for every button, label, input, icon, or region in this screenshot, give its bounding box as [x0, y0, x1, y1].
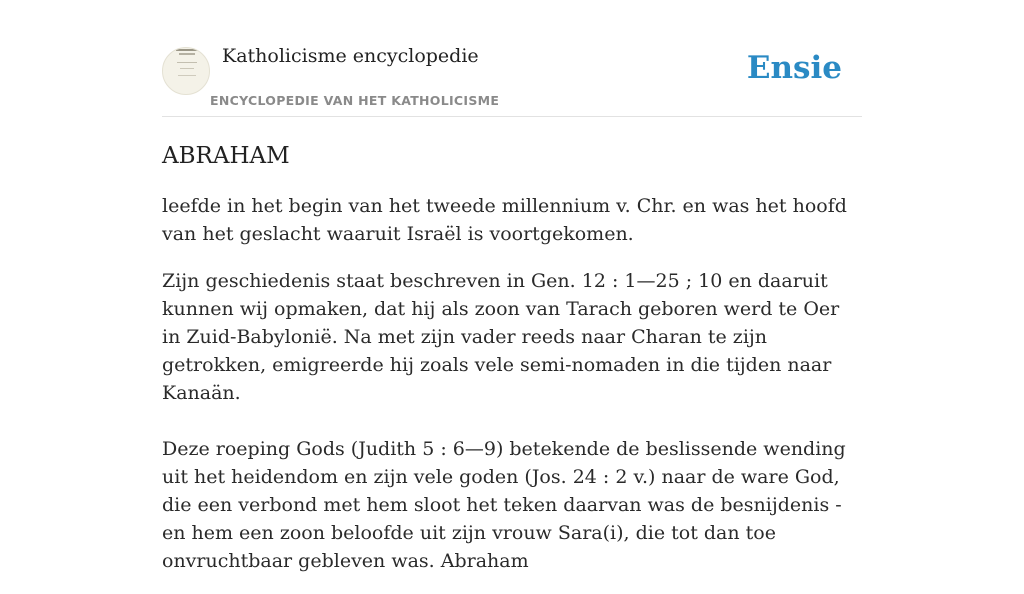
article-paragraph: Zijn geschiedenis staat beschreven in Gen. 12 : 1—25 ; 10 en daaruit kunnen wij opmaken, dat hij als zoon van Tarach geboren werd te Oer in Zuid-Babylonië. Na met zijn vader reeds naar Charan te zijn getrokken, emigreerde hij zoals vele semi-nomaden in die tijden naar Kanaän. — [162, 270, 840, 404]
brand-logo-link[interactable]: Ensie — [746, 50, 842, 86]
site-title[interactable]: Katholicisme encyclopedie — [222, 45, 479, 67]
article-title: ABRAHAM — [162, 143, 290, 169]
site-subtitle: ENCYCLOPEDIE VAN HET KATHOLICISME — [210, 93, 500, 108]
site-header — [162, 0, 862, 117]
encyclopedia-cover-thumbnail[interactable] — [162, 47, 210, 95]
article-content — [162, 192, 862, 575]
paragraph-spacer — [162, 407, 862, 435]
article-paragraph: Deze roeping Gods (Judith 5 : 6—9) betekende de beslissende wending uit het heidendom en zijn vele goden (Jos. 24 : 2 v.) naar de ware God, die een verbond met hem sloot het teken daarvan was de besnijdenis - en hem een zoon beloofde uit zijn vrouw Sara(i), die tot dan toe onvruchtbaar gebleven was. Abraham — [162, 438, 846, 572]
page — [162, 0, 862, 594]
article-intro: leefde in het begin van het tweede millennium v. Chr. en was het hoofd van het geslacht waaruit Israël is voortgekomen. — [162, 195, 847, 245]
